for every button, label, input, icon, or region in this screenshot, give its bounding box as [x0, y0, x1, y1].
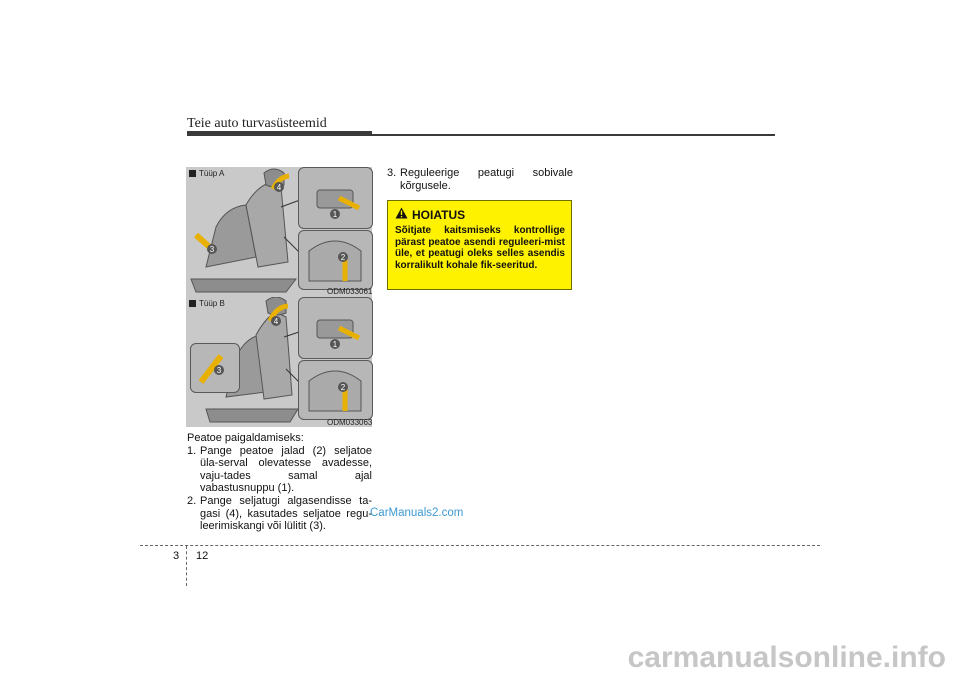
callout-arrow-4-b	[268, 303, 292, 329]
callout-4-b: 4	[273, 317, 279, 326]
instruction-step-1	[187, 445, 372, 495]
header-rule-thick	[187, 131, 372, 136]
instruction-step-3	[387, 167, 573, 192]
step-text: Reguleerige peatugi sobivale kõrgusele.	[400, 167, 573, 192]
type-b-label: Tüüp B	[189, 299, 225, 308]
headrest-detail-inset-a	[298, 230, 373, 290]
instructions-column	[187, 432, 372, 533]
chapter-number: 3	[173, 550, 180, 562]
callout-arrow-4-a	[271, 173, 293, 195]
button-detail-inset-b	[298, 297, 373, 359]
warning-title: HOIATUS	[412, 207, 466, 222]
headrest-detail-inset-b	[298, 360, 373, 420]
callout-3-a: 3	[209, 245, 215, 254]
callout-3-b: 3	[216, 366, 222, 375]
warning-box	[387, 200, 572, 290]
lever-detail-inset-b	[190, 343, 240, 393]
page-number: 12	[196, 550, 209, 562]
watermark-link[interactable]: CarManuals2.com	[370, 507, 464, 519]
instructions-heading: Peatoe paigaldamiseks:	[187, 432, 304, 444]
step-number: 1.	[187, 444, 197, 457]
callout-2-a: 2	[340, 253, 346, 262]
callout-1-a: 1	[332, 210, 338, 219]
warning-icon	[395, 207, 408, 222]
step-text: Pange peatoe jalad (2) seljatoe üla-serval olevatesse avadesse, vaju-tades samal ajal vabastusnuppu (1).	[200, 444, 372, 495]
step-number: 2.	[187, 494, 197, 507]
step-number: 3.	[387, 167, 397, 179]
instructions-column-2	[387, 167, 573, 192]
callout-arrow-3-a	[192, 229, 222, 257]
type-a-label: Tüüp A	[189, 169, 224, 178]
section-title: Teie auto turvasüsteemid	[187, 116, 327, 131]
footer-divider	[186, 546, 187, 586]
site-footer-watermark[interactable]: carmanualsonline.info	[627, 641, 946, 674]
figure-code-a: ODM033061	[327, 287, 373, 296]
step-text: Pange seljatugi algasendisse ta-gasi (4), kasutades seljatoe regu-leerimiskangi või lülitit (3).	[200, 494, 372, 533]
callout-4-a: 4	[276, 183, 282, 192]
figure-code-b: ODM033063	[327, 418, 373, 427]
header-rule	[372, 134, 775, 136]
footer-rule	[140, 545, 820, 546]
instruction-step-2	[187, 495, 372, 533]
callout-1-b: 1	[332, 340, 338, 349]
callout-2-b: 2	[340, 383, 346, 392]
button-detail-inset-a	[298, 167, 373, 229]
warning-text: Sõitjate kaitsmiseks kontrollige pärast peatoe asendi reguleeri-mist üle, et peatugi oleks selles asendis korralikult kohale fik-seeritud.	[395, 225, 565, 271]
